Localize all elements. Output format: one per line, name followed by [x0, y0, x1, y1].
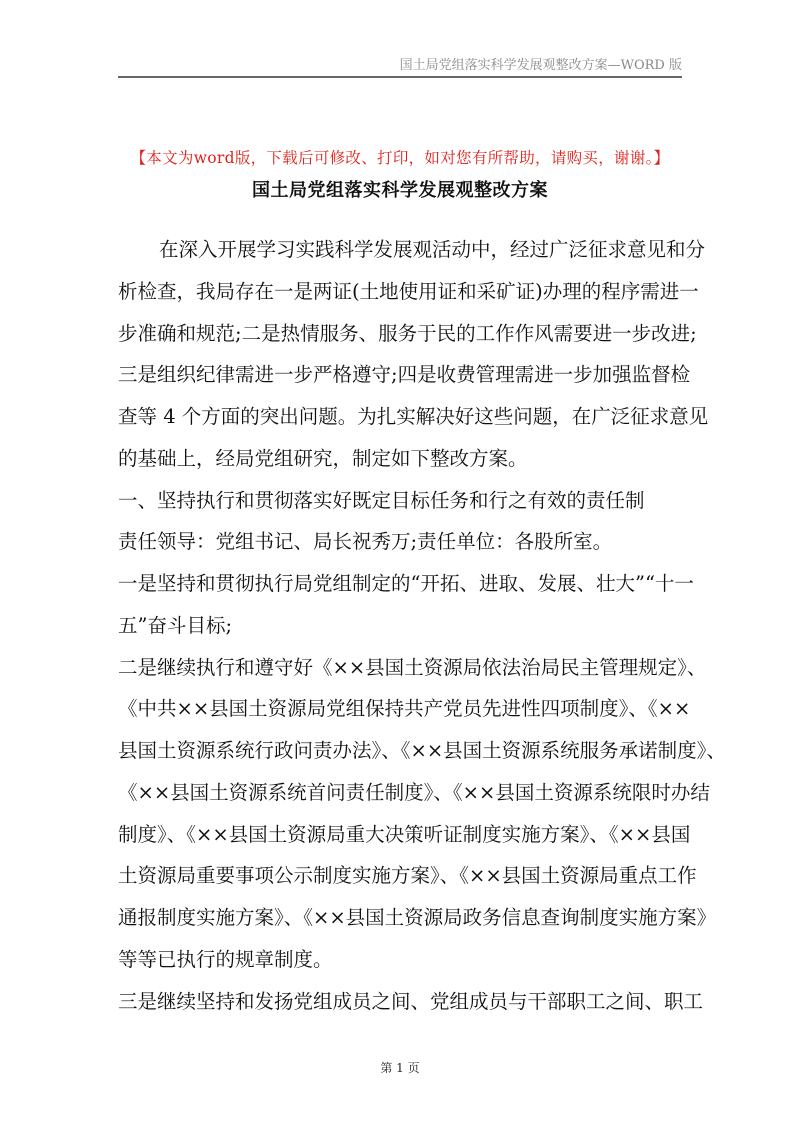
text-line: 土资源局重要事项公示制度实施方案》、《××县国土资源局重点工作: [118, 864, 697, 888]
text-line: 责任领导：党组书记、局长祝秀万;责任单位：各股所室。: [118, 530, 613, 554]
page-number: 第 1 页: [380, 1061, 420, 1075]
text-line: 三是继续坚持和发扬党组成员之间、党组成员与干部职工之间、职工: [118, 989, 704, 1013]
text-line: 通报制度实施方案》、《××县国土资源局政务信息查询制度实施方案》: [118, 906, 717, 929]
text-line: 一是坚持和贯彻执行局党组制定的“开拓、进取、发展、壮大”“十一: [118, 572, 694, 595]
text-line: 制度》、《××县国土资源局重大决策听证制度实施方案》、《××县国: [118, 822, 691, 846]
document-title: 国土局党组落实科学发展观整改方案: [252, 180, 548, 201]
text-line: 《中共××县国土资源局党组保持共产党员先进性四项制度》、《××: [118, 697, 691, 721]
text-line: 《××县国土资源系统首问责任制度》、《××县国土资源系统限时办结: [118, 780, 710, 804]
text-line: 三是组织纪律需进一步严格遵守;四是收费管理需进一步加强监督检: [118, 363, 691, 387]
text-line: 县国土资源系统行政问责办法》、《××县国土资源系统服务承诺制度》、: [118, 739, 726, 762]
section-heading: 一、坚持执行和贯彻落实好既定目标任务和行之有效的责任制: [118, 488, 645, 512]
text-line: 等等已执行的规章制度。: [118, 947, 333, 971]
text-line: 五”奋斗目标;: [118, 613, 233, 637]
text-line: 步准确和规范;二是热情服务、服务于民的工作作风需要进一步改进;: [118, 321, 697, 345]
text-line: 查等 4 个方面的突出问题。为扎实解决好这些问题，在广泛征求意见: [118, 405, 709, 428]
text-line: 的基础上，经局党组研究，制定如下整改方案。: [118, 446, 528, 470]
header-divider: [118, 76, 682, 78]
document-body: [118, 229, 726, 1022]
text-line: 在深入开展学习实践科学发展观活动中，经过广泛征求意见和分: [159, 238, 706, 261]
download-notice: 【本文为word版，下载后可修改、打印，如对您有所帮助，请购买，谢谢。】: [130, 149, 670, 167]
text-line: 二是继续执行和遵守好《××县国土资源局依法治局民主管理规定》、: [118, 655, 707, 679]
text-line: 析检查，我局存在一是两证(土地使用证和采矿证)办理的程序需进一: [118, 279, 699, 303]
running-header: 国土局党组落实科学发展观整改方案—WORD 版: [399, 58, 682, 73]
